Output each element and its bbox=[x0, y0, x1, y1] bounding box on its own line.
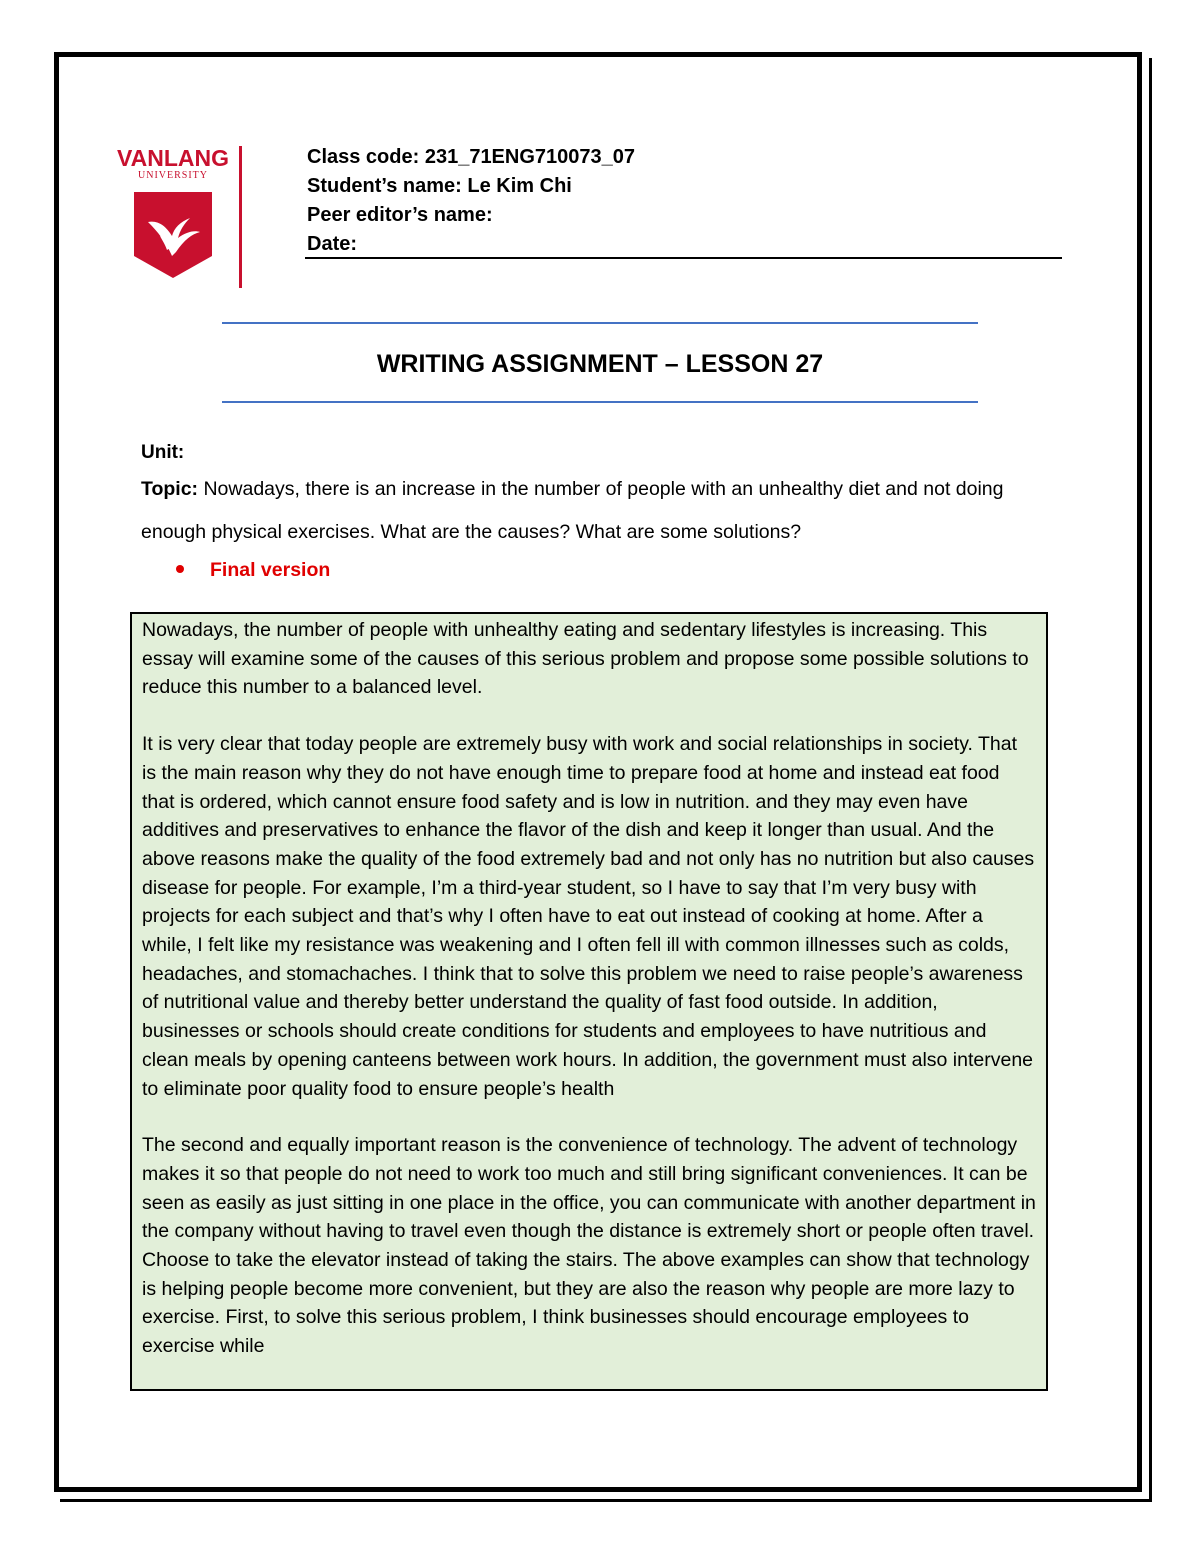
topic-text: Nowadays, there is an increase in the number of people with an unhealthy diet and not doing enough physical exercises. What are the causes? What are some solutions? bbox=[141, 478, 1004, 543]
essay-paragraph: It is very clear that today people are extremely busy with work and social relationships in society. That is the main reason why they do not have enough time to prepare food at home and instead eat food that is ordered, which cannot ensure food safety and is low in nutrition. and they may even have additives and preservatives to enhance the flavor of the dish and keep it longer than usual. And the above reasons make the quality of the food extremely bad and not only has no nutrition but also causes disease for people. For example, I’m a third-year student, so I have to say that I’m very busy with projects for each subject and that’s why I often have to eat out instead of cooking at home. After a while, I felt like my resistance was weakening and I often fell ill with common illnesses such as colds, headaches, and stomachaches. I think that to solve this problem we need to raise people’s awareness of nutritional value and thereby better understand the quality of fast food outside. In addition, businesses or schools should create conditions for students and employees to have nutritious and clean meals by opening canteens between work hours. In addition, the government must also intervene to eliminate poor quality food to ensure people’s health bbox=[142, 733, 1035, 1100]
logo-subtitle: UNIVERSITY bbox=[138, 170, 208, 181]
title-rule-bottom bbox=[222, 401, 978, 403]
class-code: Class code: 231_71ENG710073_07 bbox=[307, 146, 636, 168]
logo-name: VANLANG bbox=[116, 145, 229, 171]
logo-divider bbox=[239, 146, 242, 288]
topic-label: Topic: bbox=[141, 478, 199, 500]
unit-label: Unit: bbox=[141, 442, 185, 463]
university-logo bbox=[112, 146, 234, 182]
page-title: WRITING ASSIGNMENT – LESSON 27 bbox=[376, 350, 824, 378]
essay-paragraph: Nowadays, the number of people with unhealthy eating and sedentary lifestyles is increasing. This essay will examine some of the causes of this serious problem and propose some possible solutions to reduce this number to a balanced level. bbox=[142, 619, 1029, 699]
header-info bbox=[307, 143, 635, 259]
peer-editor-name: Peer editor’s name: bbox=[307, 204, 493, 226]
essay-paragraph: The second and equally important reason is the convenience of technology. The advent of technology makes it so that people do not need to work too much and still bring significant conveniences. It can be seen as easily as just sitting in one place in the office, you can communicate with another department in the company without having to travel even though the distance is extremely short or people often travel. Choose to take the elevator instead of taking the stairs. The above examples can show that technology is helping people become more convenient, but they are also the reason why people are more lazy to exercise. First, to solve this serious problem, I think businesses should encourage employees to exercise while bbox=[142, 1134, 1036, 1358]
topic bbox=[141, 468, 1051, 554]
title-rule-top bbox=[222, 322, 978, 324]
header-rule bbox=[305, 257, 1062, 259]
bullet-dot-icon bbox=[176, 565, 184, 573]
final-version-bullet bbox=[176, 556, 330, 584]
student-name: Student’s name: Le Kim Chi bbox=[307, 175, 572, 197]
essay-box bbox=[130, 612, 1048, 1391]
final-version-label: Final version bbox=[210, 559, 331, 581]
date-field: Date: bbox=[307, 233, 358, 255]
shield-emblem-icon bbox=[134, 192, 212, 278]
